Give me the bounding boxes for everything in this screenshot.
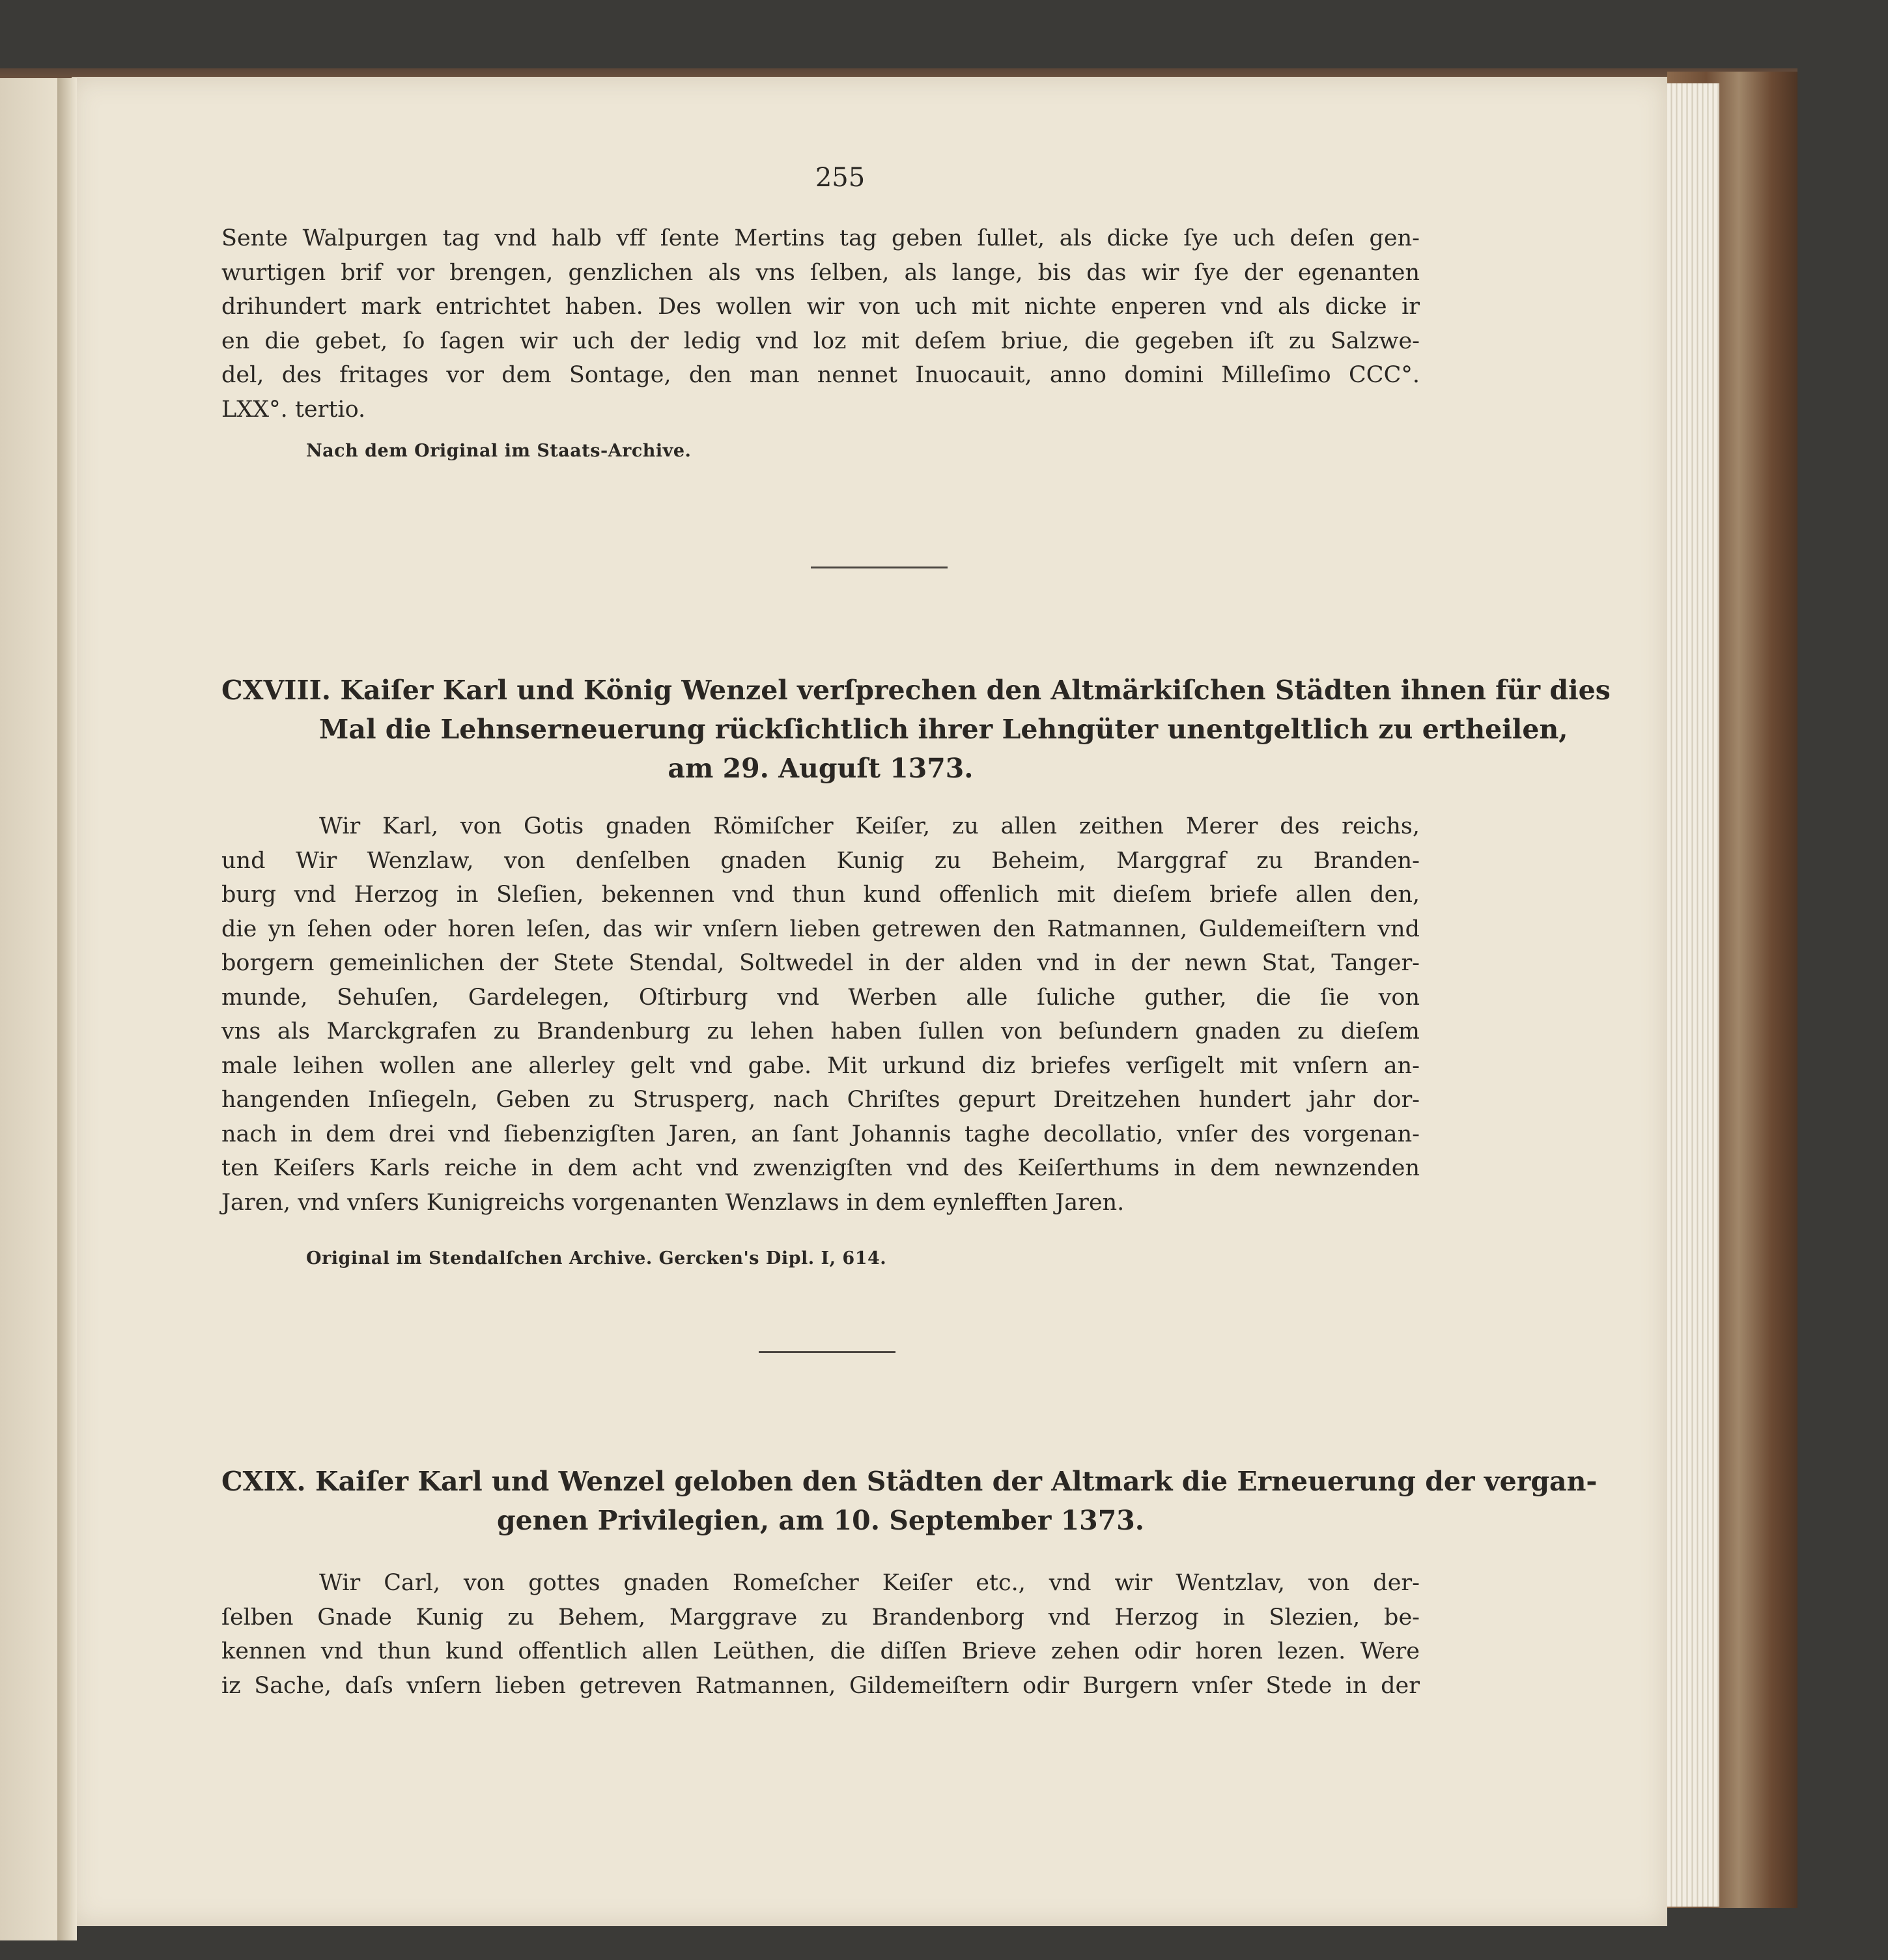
text-line: male leihen wollen ane allerley gelt vnd gabe. Mit urkund diz briefes verſigelt mit vnſern an- (221, 1052, 1420, 1079)
text-line: drihundert mark entrichtet haben. Des wollen wir von uch mit nichte enperen vnd als dicke ir (221, 294, 1420, 320)
text-line: del, des fritages vor dem Sontage, den man nennet Inuocauit, anno domini Milleſimo CCC°. (221, 362, 1420, 388)
text-line: ten Keiſers Karls reiche in dem acht vnd zwenzigſten vnd des Keiſerthums in dem newnzenden (221, 1155, 1420, 1181)
text-line: hangenden Inſiegeln, Geben zu Strusperg, nach Chriſtes gepurt Dreitzehen hundert jahr dor- (221, 1087, 1420, 1113)
heading-line: am 29. Auguſt 1373. (668, 753, 974, 784)
text-line: LXX°. tertio. (221, 396, 366, 423)
page-number: 255 (815, 163, 866, 193)
intro-source-note: Nach dem Original im Staats-Archive. (306, 441, 692, 461)
text-line: Sente Walpurgen tag vnd halb vff ſente Mertins tag geben ſullet, als dicke ſye uch deſen gen- (221, 225, 1420, 251)
intro-paragraph (221, 221, 1420, 427)
text-line: die yn ſehen oder horen leſen, das wir vnſern lieben getrewen den Ratmannen, Guldemeiſtern vnd (221, 916, 1420, 942)
text-line: kennen vnd thun kund offentlich allen Leüthen, die diſſen Brieve zehen odir horen lezen. Were (221, 1638, 1420, 1664)
text-line: vns als Marckgrafen zu Brandenburg zu lehen haben ſullen von beſundern gnaden zu dieſem (221, 1018, 1420, 1044)
text-line: burg vnd Herzog in Sleſien, bekennen vnd thun kund offenlich mit dieſem briefe allen den, (221, 882, 1420, 908)
heading-line: genen Privilegien, am 10. September 1373. (496, 1505, 1145, 1536)
text-line: und Wir Wenzlaw, von denſelben gnaden Kunig zu Beheim, Marggraf zu Branden- (221, 847, 1420, 874)
heading-line: Mal die Lehnserneuerung rückſichtlich ihrer Lehngüter unentgeltlich zu ertheilen, (319, 714, 1568, 745)
text-line: en die gebet, ſo ſagen wir uch der ledig vnd loz mit deſem briue, die gegeben iſt zu Salzwe- (221, 328, 1420, 354)
text-line: Wir Karl, von Gotis gnaden Römiſcher Keiſer, zu allen zeithen Merer des reichs, (319, 813, 1420, 839)
text-line: Jaren, vnd vnſers Kunigreichs vorgenanten Wenzlaws in dem eynlefften Jaren. (221, 1189, 1125, 1216)
page-stack-edge (1667, 83, 1719, 1907)
section-source-note-cxviii: Original im Stendalſchen Archive. Gercken's Dipl. I, 614. (306, 1248, 887, 1268)
left-page-edge (0, 78, 62, 1940)
section-body-cxix (221, 1566, 1420, 1703)
section-heading-cxix (221, 1462, 1598, 1540)
text-line: nach in dem drei vnd ſiebenzigſten Jaren, an ſant Johannis taghe decollatio, vnſer des vorgenan- (221, 1121, 1420, 1147)
text-line: borgern gemeinlichen der Stete Stendal, Soltwedel in der alden vnd in der newn Stat, Tanger- (221, 950, 1420, 976)
heading-line: CXIX. Kaiſer Karl und Wenzel geloben den Städten der Altmark die Erneuerung der vergan- (221, 1466, 1598, 1497)
section-divider (811, 567, 948, 568)
page-gutter (57, 78, 77, 1940)
text-line: Wir Carl, von gottes gnaden Romeſcher Keiſer etc., vnd wir Wentzlav, von der- (319, 1570, 1420, 1596)
heading-line: CXVIII. Kaiſer Karl und König Wenzel verſprechen den Altmärkiſchen Städten ihnen für dies (221, 675, 1611, 706)
text-line: wurtigen brif vor brengen, genzlichen als vns ſelben, als lange, bis das wir ſye der egenanten (221, 259, 1420, 286)
section-divider (759, 1351, 895, 1353)
text-line: iz Sache, daſs vnſern lieben getreven Ratmannen, Gildemeiſtern odir Burgern vnſer Stede in der (221, 1672, 1420, 1699)
text-line: ſelben Gnade Kunig zu Behem, Marggrave zu Brandenborg vnd Herzog in Slezien, be- (221, 1604, 1420, 1631)
section-heading-cxviii (221, 671, 1611, 788)
text-line: munde, Sehuſen, Gardelegen, Oſtirburg vnd Werben alle ſuliche guther, die ſie von (221, 984, 1420, 1011)
section-body-cxviii (221, 809, 1420, 1220)
